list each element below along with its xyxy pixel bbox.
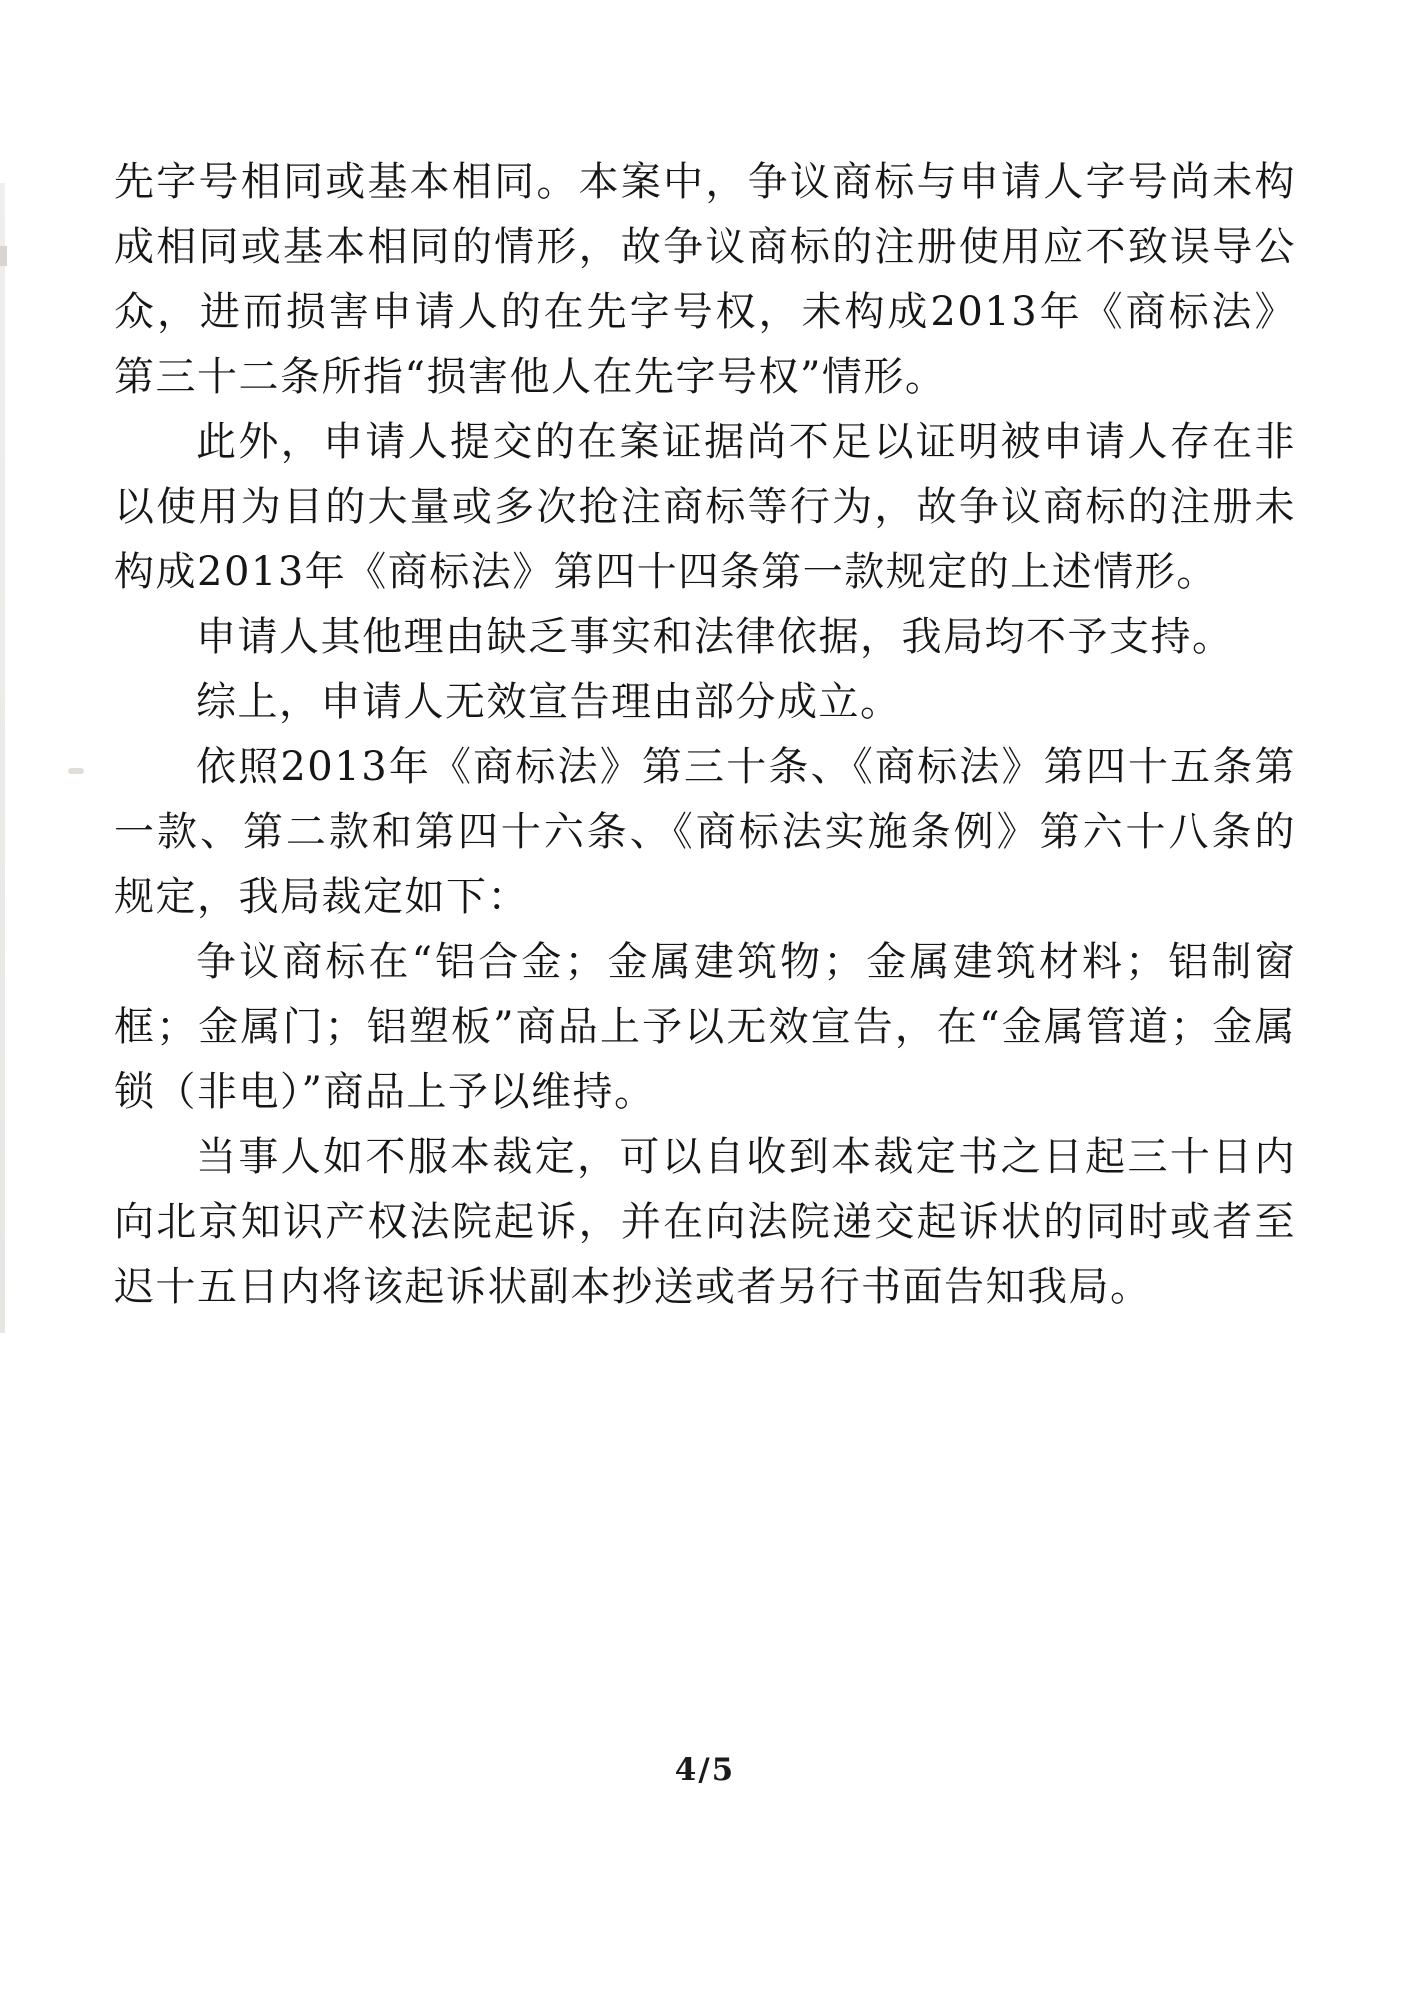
scan-artifact [0,183,5,1333]
page-number: 4/5 [674,1752,736,1788]
scan-artifact [68,768,84,774]
paragraph: 先字号相同或基本相同。本案中，争议商标与申请人字号尚未构成相同或基本相同的情形，故争议商标的注册使用应不致误导公众，进而损害申请人的在先字号权，未构成2013年《商标法》第三十二条所指“损害他人在先字号权”情形。 [114,159,1296,400]
scan-artifact [0,246,7,266]
paragraph: 此外，申请人提交的在案证据尚不足以证明被申请人存在非以使用为目的大量或多次抢注商标等行为，故争议商标的注册未构成2013年《商标法》第四十四条第一款规定的上述情形。 [114,419,1296,595]
document-body [114,150,1296,1320]
paragraph: 当事人如不服本裁定，可以自收到本裁定书之日起三十日内向北京知识产权法院起诉，并在向法院递交起诉状的同时或者至迟十五日内将该起诉状副本抄送或者另行书面告知我局。 [114,1134,1296,1310]
paragraph: 综上，申请人无效宣告理由部分成立。 [196,679,902,725]
paragraph: 申请人其他理由缺乏事实和法律依据，我局均不予支持。 [196,614,1234,660]
paragraph: 争议商标在“铝合金；金属建筑物；金属建筑材料；铝制窗框；金属门；铝塑板”商品上予以无效宣告，在“金属管道；金属锁（非电）”商品上予以维持。 [114,939,1296,1115]
paragraph: 依照2013年《商标法》第三十条、《商标法》第四十五条第一款、第二款和第四十六条、《商标法实施条例》第六十八条的规定，我局裁定如下： [114,744,1296,920]
